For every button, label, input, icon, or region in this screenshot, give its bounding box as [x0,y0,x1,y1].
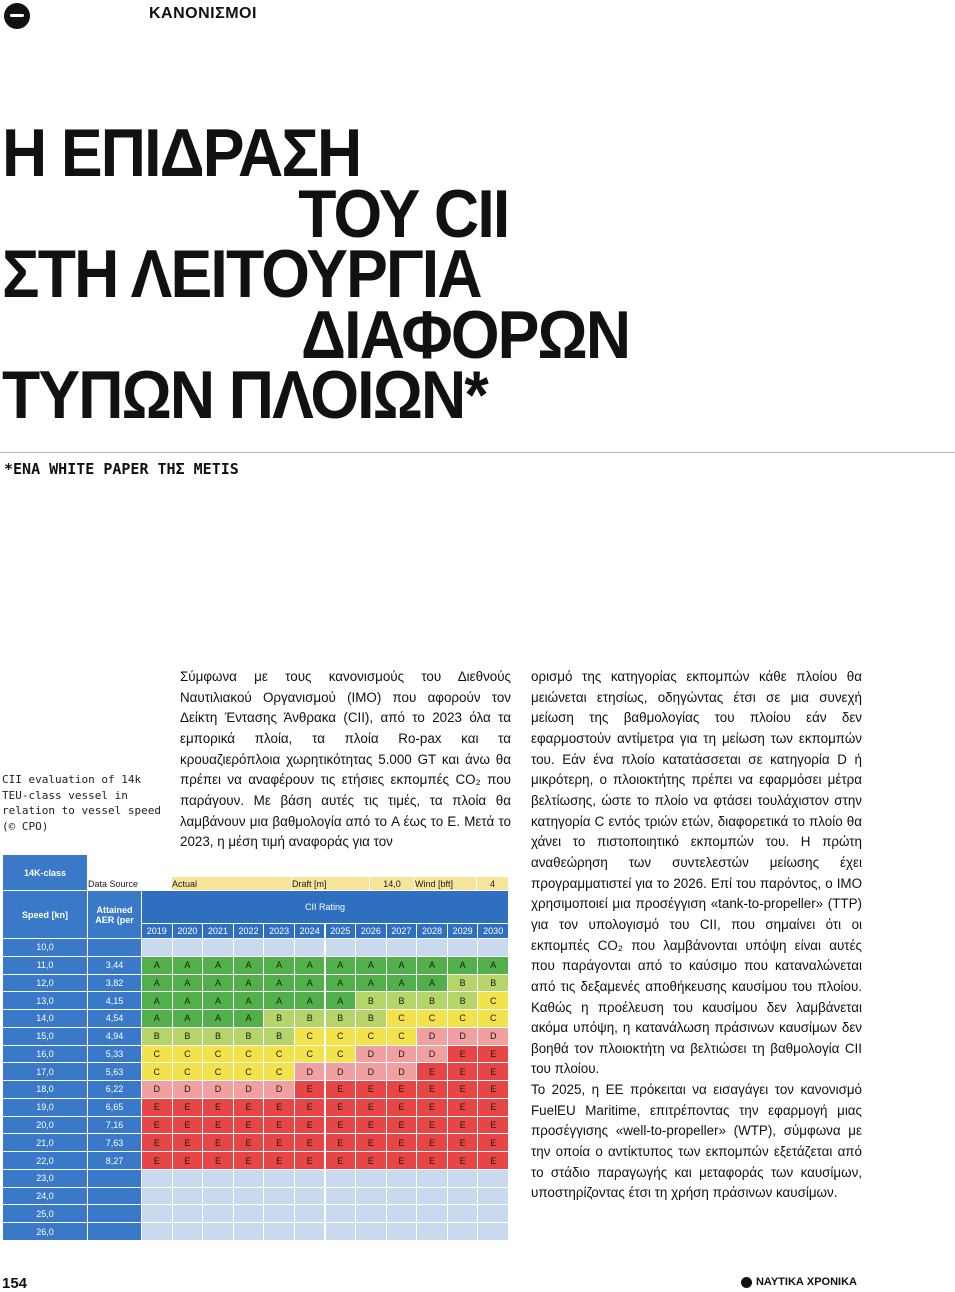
rating-cell [295,1223,326,1241]
magazine-logo-icon [4,3,30,29]
rating-cell [448,939,479,957]
rating-cell: E [448,1117,479,1135]
year-header: 2024 [295,924,326,939]
rating-cell [173,1188,204,1206]
rating-cell: A [356,957,387,975]
rating-cell: E [448,1099,479,1117]
rating-cell [234,939,265,957]
rating-cell: E [203,1117,234,1135]
rating-cell: B [417,992,448,1010]
rating-cell: B [234,1028,265,1046]
rating-cell: A [264,992,295,1010]
rating-cell: A [142,957,173,975]
speed-cell: 17,0 [3,1063,88,1081]
rating-cell [387,939,418,957]
rating-cell: A [234,957,265,975]
rating-cell: D [448,1028,479,1046]
rating-cell: A [417,975,448,993]
rating-cell: D [387,1046,418,1064]
brand-name: ΝΑΥΤΙΚΑ ΧΡΟΝΙΚΑ [755,1276,857,1288]
page-number: 154 [2,1275,28,1292]
year-header: 2023 [264,924,295,939]
rating-cell: B [173,1028,204,1046]
rating-cell: D [356,1063,387,1081]
aer-cell [88,1223,142,1241]
rating-cell: B [478,975,509,993]
rating-cell [356,1223,387,1241]
rating-cell: E [417,1081,448,1099]
rating-cell [203,1223,234,1241]
rating-cell [264,939,295,957]
article-column-2 [531,667,862,1204]
article-column-1 [180,667,511,853]
rating-cell: E [234,1117,265,1135]
rating-cell: C [417,1010,448,1028]
title-line-5: ΤΥΠΩΝ ΠΛΟΙΩΝ* [2,357,487,433]
year-header: 2028 [417,924,448,939]
rating-cell: C [448,1010,479,1028]
aer-header: Attained AER (per [88,891,142,939]
rating-cell: D [142,1081,173,1099]
rating-cell: A [173,957,204,975]
cii-rating-table [3,855,509,1241]
rating-cell: C [173,1063,204,1081]
rating-cell: B [387,992,418,1010]
rating-cell [478,1170,509,1188]
data-source-label: Data Source [88,877,172,891]
rating-cell: E [295,1134,326,1152]
rating-cell: C [295,1028,326,1046]
rating-cell [295,939,326,957]
rating-cell: E [387,1099,418,1117]
rating-cell [203,939,234,957]
rating-cell [448,1170,479,1188]
class-label: 14K-class [3,855,88,891]
rating-cell: E [326,1152,357,1170]
rating-cell [295,1205,326,1223]
rating-cell: C [387,1028,418,1046]
aer-cell [88,939,142,957]
speed-cell: 22,0 [3,1152,88,1170]
rating-cell [264,1223,295,1241]
rating-cell: A [203,975,234,993]
rating-cell: A [264,975,295,993]
rating-cell: B [264,1010,295,1028]
rating-cell: E [356,1152,387,1170]
rating-cell [326,1188,357,1206]
rating-cell: A [173,975,204,993]
rating-cell [326,1170,357,1188]
rating-cell: D [203,1081,234,1099]
rating-cell: A [142,992,173,1010]
rating-cell: C [142,1063,173,1081]
rating-cell: C [387,1010,418,1028]
year-header: 2019 [142,924,173,939]
speed-header: Speed [kn] [3,891,88,939]
aer-cell: 5,63 [88,1063,142,1081]
rating-cell: E [295,1152,326,1170]
rating-cell: C [356,1028,387,1046]
rating-cell: B [448,975,479,993]
rating-cell: A [264,957,295,975]
aer-cell [88,1205,142,1223]
speed-cell: 23,0 [3,1170,88,1188]
rating-cell [234,1170,265,1188]
rating-cell: E [142,1134,173,1152]
rating-cell [142,1170,173,1188]
speed-cell: 13,0 [3,992,88,1010]
rating-cell: D [356,1046,387,1064]
rating-cell: E [478,1099,509,1117]
rating-cell: E [478,1134,509,1152]
cii-rating-header: CII Rating [142,891,509,924]
rating-cell: A [295,957,326,975]
rating-cell [356,939,387,957]
rating-cell [203,1205,234,1223]
rating-cell: E [387,1117,418,1135]
rating-cell: E [387,1081,418,1099]
rating-cell [387,1188,418,1206]
rating-cell [387,1205,418,1223]
wind-label: Wind [bft] [415,877,477,891]
rating-cell [203,1188,234,1206]
column-1-paragraph: Σύμφωνα με τους κανονισμούς του Διεθνούς Ναυτιλιακού Οργανισμού (IMO) που αφορούν τον Δείκτη Έντασης Άνθρακα (CII), από το 2023 όλα τα εμπορικά πλοία, τα πλοία Ro-pax και τα κρουαζιερόπλοια χωρητικότητας 5.000 GT και άνω θα πρέπει να αναφέρουν τις ετήσιες εκπομπές CO₂ που παράγουν. Με βάση αυτές τις τιμές, τα πλοία θα λαμβάνουν μια βαθμολογία από το A έως το E. Μετά το 2023, η μέση τιμή αναφοράς για τον [180,669,511,850]
title-divider [0,452,955,453]
year-header: 2029 [448,924,479,939]
aer-cell: 3,82 [88,975,142,993]
rating-cell: E [417,1152,448,1170]
rating-cell: A [448,957,479,975]
rating-cell: A [478,957,509,975]
rating-cell [234,1223,265,1241]
rating-cell: C [173,1046,204,1064]
rating-cell [173,1223,204,1241]
rating-cell: E [448,1152,479,1170]
speed-cell: 21,0 [3,1134,88,1152]
rating-cell [264,1188,295,1206]
section-label: ΚΑΝΟΝΙΣΜΟΙ [149,5,257,22]
year-header: 2026 [356,924,387,939]
rating-cell: E [326,1117,357,1135]
rating-cell [478,939,509,957]
year-header: 2030 [478,924,509,939]
aer-cell: 7,16 [88,1117,142,1135]
rating-cell: E [234,1152,265,1170]
rating-cell: C [234,1046,265,1064]
rating-cell: E [203,1134,234,1152]
rating-cell: A [295,975,326,993]
rating-cell: D [417,1046,448,1064]
rating-cell: E [448,1063,479,1081]
rating-cell: A [203,1010,234,1028]
rating-cell: B [356,992,387,1010]
rating-cell: D [295,1063,326,1081]
rating-cell: A [387,975,418,993]
speed-cell: 25,0 [3,1205,88,1223]
rating-cell [417,1170,448,1188]
aer-cell: 6,22 [88,1081,142,1099]
year-header: 2021 [203,924,234,939]
aer-cell: 4,94 [88,1028,142,1046]
rating-cell: E [448,1134,479,1152]
rating-cell: E [417,1099,448,1117]
rating-cell: E [173,1134,204,1152]
draft-label: Draft [m] [292,877,370,891]
rating-cell: B [142,1028,173,1046]
rating-cell [326,1223,357,1241]
rating-cell: E [142,1099,173,1117]
year-header: 2022 [234,924,265,939]
rating-cell: E [448,1081,479,1099]
rating-cell [356,1205,387,1223]
rating-cell [326,939,357,957]
speed-cell: 10,0 [3,939,88,957]
rating-cell: A [173,1010,204,1028]
rating-cell [173,939,204,957]
rating-cell [417,1223,448,1241]
rating-cell [142,1188,173,1206]
brand-logo-icon [741,1277,752,1288]
speed-cell: 14,0 [3,1010,88,1028]
rating-cell: B [356,1010,387,1028]
speed-cell: 24,0 [3,1188,88,1206]
speed-cell: 11,0 [3,957,88,975]
rating-cell: C [295,1046,326,1064]
article-subtitle: *ΕΝΑ WHITE PAPER ΤΗΣ METIS [4,460,239,478]
rating-cell: E [295,1117,326,1135]
rating-cell: A [234,992,265,1010]
rating-cell [417,1205,448,1223]
rating-cell: E [356,1099,387,1117]
figure-caption: CII evaluation of 14k TEU-class vessel in relation to vessel speed (© CPO) [2,773,161,833]
rating-cell: D [417,1028,448,1046]
title-line-3: ΣΤΗ ΛΕΙΤΟΥΡΓΙΑ [2,236,481,312]
article-title [2,115,876,433]
rating-cell [234,1205,265,1223]
rating-cell [448,1223,479,1241]
rating-cell [417,939,448,957]
rating-cell: C [234,1063,265,1081]
rating-cell [173,1205,204,1223]
rating-cell: E [173,1099,204,1117]
rating-cell: C [264,1063,295,1081]
rating-cell: E [356,1134,387,1152]
rating-cell: E [417,1134,448,1152]
rating-cell: E [356,1081,387,1099]
rating-cell: E [326,1134,357,1152]
rating-cell [295,1188,326,1206]
rating-cell: E [478,1046,509,1064]
rating-cell: B [326,1010,357,1028]
rating-cell [203,1170,234,1188]
rating-cell: D [326,1063,357,1081]
rating-cell [387,1223,418,1241]
rating-cell: C [326,1046,357,1064]
rating-cell: E [264,1134,295,1152]
rating-cell: E [387,1152,418,1170]
speed-cell: 15,0 [3,1028,88,1046]
draft-value: 14,0 [370,877,415,891]
rating-cell: E [295,1081,326,1099]
rating-cell [142,1205,173,1223]
speed-cell: 12,0 [3,975,88,993]
rating-cell: B [295,1010,326,1028]
rating-cell: A [203,992,234,1010]
rating-cell: A [203,957,234,975]
aer-cell: 4,54 [88,1010,142,1028]
title-line-1: Η ΕΠΙΔΡΑΣΗ [2,115,361,191]
rating-cell [478,1188,509,1206]
rating-cell: B [448,992,479,1010]
rating-cell: A [417,957,448,975]
rating-cell: E [417,1117,448,1135]
rating-cell: E [387,1134,418,1152]
year-header: 2027 [387,924,418,939]
rating-cell: C [478,992,509,1010]
aer-cell: 7,63 [88,1134,142,1152]
rating-cell: C [142,1046,173,1064]
rating-cell [295,1170,326,1188]
rating-cell: D [478,1028,509,1046]
rating-cell: E [234,1099,265,1117]
aer-cell: 4,15 [88,992,142,1010]
rating-cell: A [173,992,204,1010]
rating-cell [173,1170,204,1188]
rating-cell: C [203,1046,234,1064]
rating-cell: E [295,1099,326,1117]
data-source-value: Actual [172,877,292,891]
year-header: 2020 [173,924,204,939]
rating-cell: C [203,1063,234,1081]
rating-cell: C [326,1028,357,1046]
title-line-2: ΤΟΥ CII [298,175,509,252]
rating-cell [142,939,173,957]
wind-value: 4 [477,877,509,891]
rating-cell: A [356,975,387,993]
speed-cell: 18,0 [3,1081,88,1099]
rating-cell: E [448,1046,479,1064]
column-2-paragraph-1: ορισμό της κατηγορίας εκπομπών κάθε πλοίου θα μειώνεται ετησίως, οδηγώντας έτσι σε μια συνεχή μείωση της βαθμολογίας του πλοίου εάν δεν εφαρμοστούν αντίμετρα για τη μείωση των εκπομπών του. Εάν ένα πλοίο κατατάσσεται σε κατηγορία D ή μικρότερη, ο πλοιοκτήτης πρέπει να εφαρμόσει μέτρα βελτίωσης, ώστε το πλοίο να φτάσει τουλάχιστον στην κατηγορία C εντός τριών ετών, διαφορετικά το πλοίο θα χάνει το πιστοποιητικό εκπομπών του. Η πρώτη αναθεώρηση των συντελεστών μείωσης έχει προγραμματιστεί για το 2026. Επί του παρόντος, ο IMO χρησιμοποιεί μια προσέγγιση «tank-to-propeller» (TTP) για τον υπολογισμό του CII, που σημαίνει ότι οι εκπομπές CO₂ που λαμβάνονται υπόψη είναι αυτές που παράγονται από το καύσιμο που καταναλώνεται από τις δεξαμενές αποθήκευσης καυσίμου του πλοίου. Καθώς η προέλευση του καυσίμου δεν λαμβάνεται ακόμα υπόψη, η κατανάλωση πράσινων καυσίμων δεν βοηθά τον πλοιοκτήτη να βελτιώσει τη βαθμολογία CII του πλοίου. [531,669,862,1077]
rating-cell: A [387,957,418,975]
rating-cell: E [203,1099,234,1117]
rating-cell: C [264,1046,295,1064]
rating-cell: E [203,1152,234,1170]
rating-cell: A [326,975,357,993]
rating-cell: D [234,1081,265,1099]
rating-cell [478,1223,509,1241]
rating-cell [417,1188,448,1206]
rating-cell: E [142,1117,173,1135]
rating-cell [478,1205,509,1223]
rating-cell: D [387,1063,418,1081]
title-line-4: ΔΙΑΦΟΡΩΝ [301,296,630,373]
rating-cell: A [234,975,265,993]
rating-cell [448,1188,479,1206]
rating-cell: E [326,1081,357,1099]
rating-cell: A [142,1010,173,1028]
rating-cell: E [264,1117,295,1135]
rating-cell [142,1223,173,1241]
rating-cell: E [264,1152,295,1170]
aer-cell: 6,65 [88,1099,142,1117]
rating-cell: D [264,1081,295,1099]
rating-cell: E [478,1117,509,1135]
rating-cell [356,1170,387,1188]
rating-cell [356,1188,387,1206]
rating-cell [264,1205,295,1223]
rating-cell: E [478,1152,509,1170]
rating-cell [326,1205,357,1223]
rating-cell: A [142,975,173,993]
rating-cell: E [234,1134,265,1152]
rating-cell: E [173,1117,204,1135]
aer-cell: 8,27 [88,1152,142,1170]
rating-cell [264,1170,295,1188]
rating-cell: E [356,1117,387,1135]
aer-cell [88,1170,142,1188]
rating-cell: A [326,957,357,975]
aer-cell: 5,33 [88,1046,142,1064]
rating-cell: E [173,1152,204,1170]
rating-cell: E [264,1099,295,1117]
column-2-paragraph-2: Το 2025, η ΕΕ πρόκειται να εισαγάγει τον κανονισμό FuelEU Maritime, επιτρέποντας την εφαρμογή μιας προσέγγισης «well-to-propeller» (WTP), σύμφωνα με την οποία ο αντίκτυπος των εκπομπών εξετάζεται από το στάδιο παραγωγής και μεταφοράς των καυσίμων, υποστηρίζοντας έτσι τη χρήση πράσινων καυσίμων. [531,1082,862,1201]
rating-cell: A [234,1010,265,1028]
speed-cell: 19,0 [3,1099,88,1117]
aer-cell: 3,44 [88,957,142,975]
rating-cell [387,1170,418,1188]
footer-brand [741,1276,857,1288]
rating-cell [234,1188,265,1206]
rating-cell: B [203,1028,234,1046]
rating-cell: A [295,992,326,1010]
rating-cell: B [264,1028,295,1046]
rating-cell: E [417,1063,448,1081]
speed-cell: 26,0 [3,1223,88,1241]
rating-cell: E [142,1152,173,1170]
year-header: 2025 [326,924,357,939]
rating-cell [448,1205,479,1223]
speed-cell: 20,0 [3,1117,88,1135]
rating-cell: E [326,1099,357,1117]
rating-cell: D [173,1081,204,1099]
rating-cell: C [478,1010,509,1028]
rating-cell: E [478,1063,509,1081]
rating-cell: A [326,992,357,1010]
rating-cell: E [478,1081,509,1099]
speed-cell: 16,0 [3,1046,88,1064]
aer-cell [88,1188,142,1206]
